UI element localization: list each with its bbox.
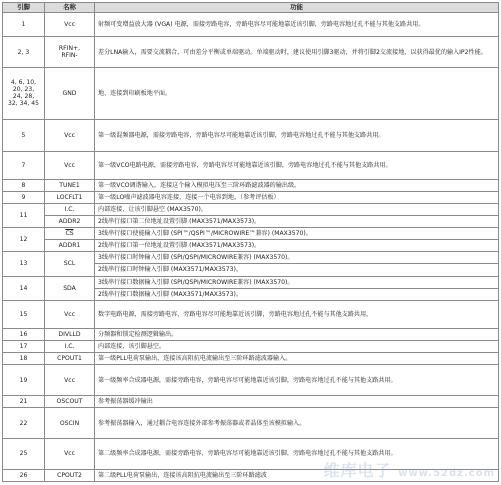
function-cell: 第一级VCO调谐输入。连接这个输入模拟电压至三阶环路滤波器的输出级。 bbox=[95, 179, 499, 191]
function-cell: 第一级LO噪声滤波器电容连接，连接一个电容到地。（参考评估板） bbox=[95, 191, 499, 203]
function-cell: 2线串行接口时钟输入引脚 (MAX3571/MAX3573)。 bbox=[95, 264, 499, 276]
table-row bbox=[3, 204, 499, 216]
name-cell: ADDR2 bbox=[45, 216, 95, 228]
name-cell: Vcc bbox=[45, 439, 95, 470]
table-row bbox=[3, 300, 499, 329]
function-cell: 差分LNA输入，需要交流耦合，可由差分平衡或单端驱动。单端驱动时，建议使用引脚3驱动，并将引脚2交流接地，以获得最优的输入IP2性能。 bbox=[95, 37, 499, 68]
name-cell: GND bbox=[45, 67, 95, 119]
watermark bbox=[324, 458, 495, 481]
function-cell: 第二级PLL电荷泵输出，连接该高阻抗电流输出至三阶环路滤波 bbox=[95, 469, 499, 481]
pin-cell: 1 bbox=[3, 13, 45, 37]
name-cell: LOCFLT1 bbox=[45, 191, 95, 203]
table-row bbox=[3, 408, 499, 439]
pin-cell: 16 bbox=[3, 329, 45, 341]
name-cell: SDA bbox=[45, 276, 95, 300]
table-row bbox=[3, 329, 499, 341]
function-cell: 参考振荡器输入，通过耦合电容连接外部参考振荡器或者晶体至该模拟输入。 bbox=[95, 408, 499, 439]
table-row bbox=[3, 252, 499, 264]
pin-cell: 9 bbox=[3, 191, 45, 203]
header-pin: 引脚 bbox=[3, 3, 45, 13]
pin-cell: 22 bbox=[3, 408, 45, 439]
table-row bbox=[3, 37, 499, 68]
function-cell: 2线串行接口第二位地址设置引脚 (MAX3571/MAX3573)。 bbox=[95, 216, 499, 228]
header-name: 名称 bbox=[45, 3, 95, 13]
table-row bbox=[3, 396, 499, 408]
watermark-main: 维库电子 bbox=[323, 461, 392, 480]
table-row bbox=[3, 13, 499, 37]
name-cell bbox=[45, 228, 95, 240]
pin-cell: 18 bbox=[3, 353, 45, 365]
pin-cell: 21 bbox=[3, 396, 45, 408]
function-cell: 第一级频率合成器电源，需接旁路电容，旁路电容尽可能地靠近该引脚，旁路电容地过孔不能与其他支路共用。 bbox=[95, 365, 499, 396]
table-row bbox=[3, 228, 499, 240]
name-cell: RFIN+, RFIN- bbox=[45, 37, 95, 68]
table-row bbox=[3, 119, 499, 152]
table-row bbox=[3, 240, 499, 252]
pin-cell: 14 bbox=[3, 276, 45, 300]
name-cell: CPOUT1 bbox=[45, 353, 95, 365]
pin-cell: 5 bbox=[3, 119, 45, 152]
table-row bbox=[3, 341, 499, 353]
name-cell: I.C. bbox=[45, 204, 95, 216]
name-cell: ADDR1 bbox=[45, 240, 95, 252]
function-cell: 射频可变增益放大器 (VGA) 电源，需接旁路电容，旁路电容尽可能地靠近该引脚，旁路电容地过孔不能与其他支路共用。 bbox=[95, 13, 499, 37]
function-cell: 参考振荡器缓冲输出 bbox=[95, 396, 499, 408]
function-cell: 数字电路电源，需接旁路电容，旁路电容尽可能地靠近该引脚，旁路电容地过孔不能与其他支路共用。 bbox=[95, 300, 499, 329]
name-cell: I.C. bbox=[45, 341, 95, 353]
name-cell: Vcc bbox=[45, 365, 95, 396]
pin-cell: 11 bbox=[3, 204, 45, 228]
function-cell: 3线串行接口时钟输入引脚 (SPI/QSPI/MICROWIRE兼容) (MAX3570)。 bbox=[95, 252, 499, 264]
cs-overline-name: $\overline{CS}$ bbox=[65, 230, 74, 238]
table-row bbox=[3, 365, 499, 396]
table-row bbox=[3, 216, 499, 228]
name-cell: Vcc bbox=[45, 13, 95, 37]
pin-cell: 4, 6, 10, 20, 23, 24, 28, 32, 34, 45 bbox=[3, 67, 45, 119]
table-row bbox=[3, 191, 499, 203]
name-cell: Vcc bbox=[45, 119, 95, 152]
function-cell: 内部连接，让该引脚悬空 (MAX3570)。 bbox=[95, 204, 499, 216]
pin-cell: 19 bbox=[3, 365, 45, 396]
pin-cell: 26 bbox=[3, 469, 45, 481]
pin-cell: 2, 3 bbox=[3, 37, 45, 68]
function-cell: 内部连接，该引脚悬空。 bbox=[95, 341, 499, 353]
function-cell: 3线串行接口数据输入引脚 (SPI/QSPI/MICROWIRE兼容) (MAX3570)。 bbox=[95, 276, 499, 288]
function-cell: 2线串行接口第一位地址设置引脚 (MAX3571/MAX3573)。 bbox=[95, 240, 499, 252]
function-cell: 3线串行接口使能输入引脚 (SPI™/QSPI™/MICROWIRE™兼容) (MAX3570)。 bbox=[95, 228, 499, 240]
table-row bbox=[3, 152, 499, 179]
name-cell: TUNE1 bbox=[45, 179, 95, 191]
pin-cell: 8 bbox=[3, 179, 45, 191]
function-cell: 2线串行接口数据输入引脚 (MAX3571/MAX3573)。 bbox=[95, 288, 499, 300]
name-cell: OSCOUT bbox=[45, 396, 95, 408]
header-function: 功能 bbox=[95, 3, 499, 13]
name-cell: SCL bbox=[45, 252, 95, 276]
table-row bbox=[3, 353, 499, 365]
table-row bbox=[3, 276, 499, 288]
pin-cell: 7 bbox=[3, 152, 45, 179]
pin-cell: 15 bbox=[3, 300, 45, 329]
pin-cell: 17 bbox=[3, 341, 45, 353]
function-cell: 分频器和锁定检测逻辑输出。 bbox=[95, 329, 499, 341]
pin-cell: 25 bbox=[3, 439, 45, 470]
pin-cell: 13 bbox=[3, 252, 45, 276]
function-cell: 地，连接到印刷板地平面。 bbox=[95, 67, 499, 119]
name-cell: Vcc bbox=[45, 152, 95, 179]
watermark-sub: www.52dz.com bbox=[398, 468, 495, 479]
name-cell: OSCIN bbox=[45, 408, 95, 439]
name-cell: DIVLLD bbox=[45, 329, 95, 341]
function-cell: 第二级频率合成器电源，需接旁路电容，旁路电容尽可能地靠近该引脚，旁路电容地过孔不能与其他支路共用。 bbox=[95, 439, 499, 470]
pin-function-table bbox=[2, 2, 499, 482]
name-cell: CPOUT2 bbox=[45, 469, 95, 481]
name-cell: Vcc bbox=[45, 300, 95, 329]
function-cell: 第一级混频器电源，需接旁路电容，旁路电容尽可能地靠近该引脚，旁路电容地过孔不能与其他支路共用。 bbox=[95, 119, 499, 152]
function-cell: 第一级VCO电路电源，需接旁路电容，旁路电容尽可能地靠近该引脚，旁路电容地过孔不能与其他支路共用。 bbox=[95, 152, 499, 179]
table-row bbox=[3, 67, 499, 119]
table-row bbox=[3, 179, 499, 191]
header-row bbox=[3, 3, 499, 13]
function-cell: 第一级PLL电荷泵输出，连接该高阻抗电流输出至三阶环路滤波器输入。 bbox=[95, 353, 499, 365]
pin-cell: 12 bbox=[3, 228, 45, 252]
